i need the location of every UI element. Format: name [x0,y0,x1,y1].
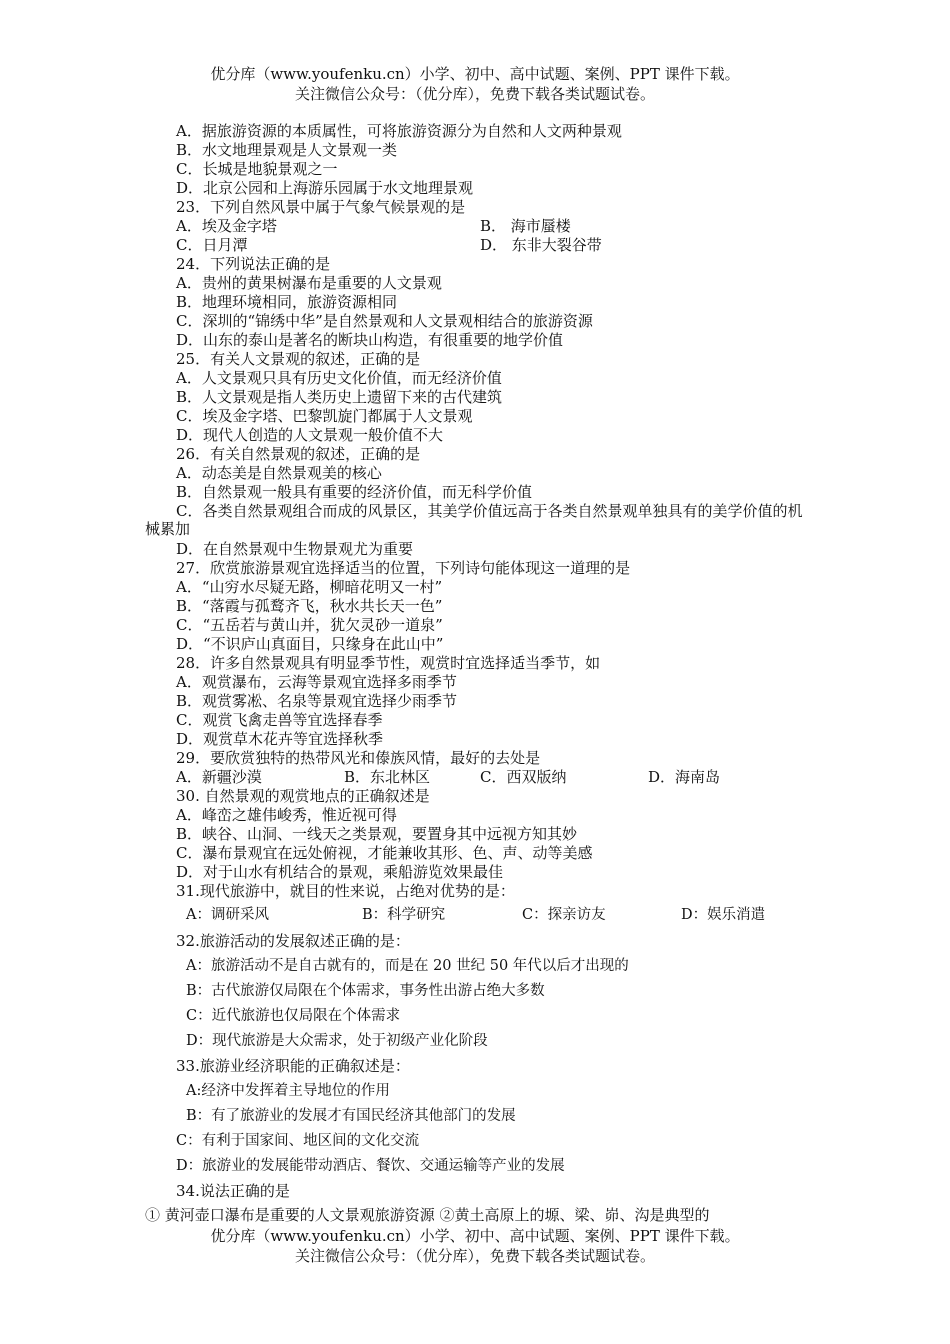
option-line: C．日月潭 [176,236,248,254]
option-line: A．峰峦之雄伟峻秀，惟近视可得 [176,806,397,824]
option-line: A．据旅游资源的本质属性，可将旅游资源分为自然和人文两种景观 [176,122,622,140]
option-line: A：调研采风 [186,907,269,923]
question-26: 26．有关自然景观的叙述，正确的是 [176,445,421,463]
option-line: B：科学研究 [362,907,446,923]
question-29: 29．要欣赏独特的热带风光和傣族风情，最好的去处是 [176,749,541,767]
option-line: C：近代旅游也仅局限在个体需求 [186,1008,401,1024]
option-line: D：娱乐消遣 [681,907,766,923]
option-line: C．“五岳若与黄山并，犹欠灵砂一道泉” [176,616,443,634]
question-23: 23．下列自然风景中属于气象气候景观的是 [176,198,466,216]
question-30: 30. 自然景观的观赏地点的正确叙述是 [176,787,430,805]
option-line: C：有利于国家间、地区间的文化交流 [176,1133,420,1149]
option-line: A．新疆沙漠 [176,768,262,786]
option-line: B．水文地理景观是人文景观一类 [176,141,398,159]
option-line: B．人文景观是指人类历史上遗留下来的古代建筑 [176,388,503,406]
option-line-wrapped: C．各类自然景观组合而成的风景区，其美学价值远高于各类自然景观单独具有的美学价值的机械累加 [145,502,803,538]
option-line: B．观赏雾凇、名泉等景观宜选择少雨季节 [176,692,458,710]
option-line: D．“不识庐山真面目，只缘身在此山中” [176,635,444,653]
header-line-2: 关注微信公众号：（优分库），免费下载各类试题试卷。 [294,85,655,103]
question-27: 27．欣赏旅游景观宜选择适当的位置，下列诗句能体现这一道理的是 [176,559,631,577]
option-line: B．东北林区 [344,768,431,786]
option-line: A．贵州的黄果树瀑布是重要的人文景观 [176,274,442,292]
option-line: D：现代旅游是大众需求，处于初级产业化阶段 [186,1033,488,1049]
option-line: D．海南岛 [648,768,721,786]
option-line: C．长城是地貌景观之一 [176,160,338,178]
page-footer [0,1226,950,1266]
option-line: D． 东非大裂谷带 [480,236,602,254]
question-31: 31.现代旅游中，就目的性来说，占绝对优势的是： [176,882,515,900]
option-line: A：旅游活动不是自古就有的，而是在 20 世纪 50 年代以后才出现的 [186,958,629,974]
option-line: A．“山穷水尽疑无路，柳暗花明又一村” [176,578,443,596]
option-line: D．观赏草木花卉等宜选择秋季 [176,730,384,748]
option-line: D．北京公园和上海游乐园属于水文地理景观 [176,179,474,197]
option-line: C：探亲访友 [522,907,606,923]
option-line: D．山东的泰山是著名的断块山构造，有很重要的地学价值 [176,331,564,349]
option-line: B． 海市蜃楼 [480,217,571,235]
option-line: D．在自然景观中生物景观尤为重要 [176,540,414,558]
option-line: B．地理环境相同，旅游资源相同 [176,293,398,311]
option-line: B．自然景观一般具有重要的经济价值，而无科学价值 [176,483,533,501]
option-line: A:经济中发挥着主导地位的作用 [186,1083,390,1099]
question-33: 33.旅游业经济职能的正确叙述是： [176,1057,410,1075]
option-line: B：古代旅游仅局限在个体需求，事务性出游占绝大多数 [186,983,545,999]
footer-line-2: 关注微信公众号：（优分库），免费下载各类试题试卷。 [294,1247,655,1265]
footer-line-1: 优分库（www.youfenku.cn）小学、初中、高中试题、案例、PPT 课件下载。 [210,1227,740,1245]
option-line: C．瀑布景观宜在远处俯视，才能兼收其形、色、声、动等美感 [176,844,593,862]
question-24: 24．下列说法正确的是 [176,255,331,273]
option-line: C．观赏飞禽走兽等宜选择春季 [176,711,383,729]
option-line: C．西双版纳 [480,768,567,786]
option-line: B．“落霞与孤鹜齐飞，秋水共长天一色” [176,597,443,615]
option-line: A．埃及金字塔 [176,217,277,235]
option-line: C．深圳的“锦绣中华”是自然景观和人文景观相结合的旅游资源 [176,312,593,330]
option-line: D：旅游业的发展能带动酒店、餐饮、交通运输等产业的发展 [176,1158,565,1174]
question-32: 32.旅游活动的发展叙述正确的是： [176,932,410,950]
question-34: 34.说法正确的是 [176,1182,290,1200]
option-line: B：有了旅游业的发展才有国民经济其他部门的发展 [186,1108,516,1124]
page-header [0,64,950,104]
option-line: A．动态美是自然景观美的核心 [176,464,382,482]
question-28: 28．许多自然景观具有明显季节性，观赏时宜选择适当季节，如 [176,654,601,672]
option-line: C．埃及金字塔、巴黎凯旋门都属于人文景观 [176,407,473,425]
option-line: A．人文景观只具有历史文化价值，而无经济价值 [176,369,502,387]
header-line-1: 优分库（www.youfenku.cn）小学、初中、高中试题、案例、PPT 课件下载。 [210,65,740,83]
option-line: A．观赏瀑布，云海等景观宜选择多雨季节 [176,673,457,691]
statement-line: ① 黄河壶口瀑布是重要的人文景观旅游资源 ②黄土高原上的塬、梁、峁、沟是典型的 [145,1206,710,1224]
option-line: D．对于山水有机结合的景观，乘船游览效果最佳 [176,863,504,881]
option-line: D．现代人创造的人文景观一般价值不大 [176,426,444,444]
question-25: 25．有关人文景观的叙述，正确的是 [176,350,421,368]
option-line: B．峡谷、山洞、一线天之类景观，要置身其中远视方知其妙 [176,825,578,843]
